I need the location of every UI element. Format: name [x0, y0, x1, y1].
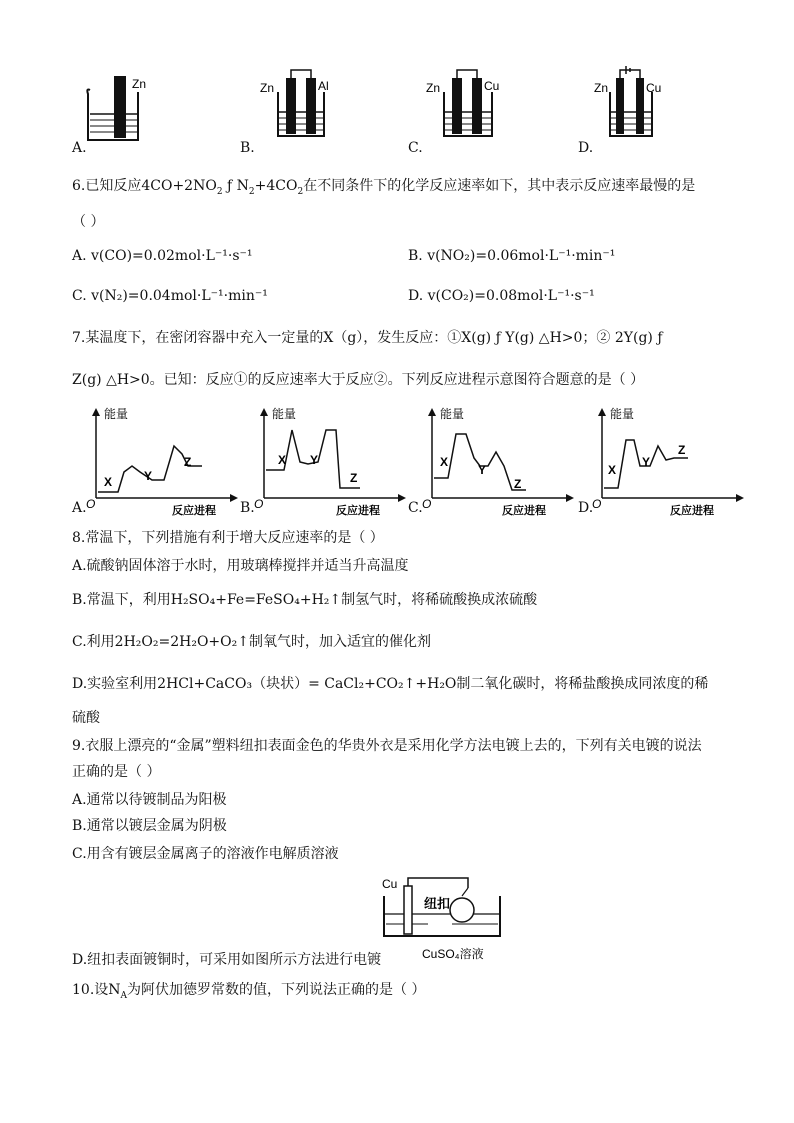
q5-option-c-letter: C. — [408, 140, 423, 156]
q7-option-b-letter: B. — [240, 500, 255, 516]
energy-graph-c — [408, 404, 578, 516]
q6-stem: 6.已知反应$4CO+2NO_2$ ƒ $N_2+4CO_2$在不同条件下的化学反应速率如下，其中表示反应速率最慢的是 — [72, 178, 696, 197]
q9-option-b: B.通常以镀层金属为阴极 — [72, 818, 227, 834]
energy-graph-a — [72, 404, 242, 516]
svg-text:反应进程: 反应进程 — [670, 505, 714, 516]
q9-option-c: C.用含有镀层金属离子的溶液作电解质溶液 — [72, 846, 339, 862]
svg-text:反应进程: 反应进程 — [172, 505, 216, 516]
electrode-label: Cu — [484, 79, 500, 93]
beaker-figure-a — [72, 72, 172, 162]
q9-option-d: D.纽扣表面镀铜时，可采用如图所示方法进行电镀 — [72, 952, 382, 968]
svg-text:X: X — [104, 475, 113, 489]
svg-text:能量: 能量 — [272, 407, 297, 421]
svg-text:X: X — [608, 463, 617, 477]
button-label: 纽扣 — [424, 896, 451, 911]
svg-text:Y: Y — [478, 463, 487, 477]
cu-label: Cu — [382, 877, 398, 891]
svg-text:Z: Z — [514, 477, 522, 491]
beaker-figure-b — [250, 66, 350, 162]
q6-option-d: D. v(CO₂)=0.08mol·L⁻¹·s⁻¹ — [408, 288, 595, 304]
svg-text:X: X — [440, 455, 449, 469]
electrode-label: Zn — [132, 77, 147, 91]
q6-paren: （ ） — [72, 214, 105, 230]
svg-text:Y: Y — [310, 453, 319, 467]
q7-option-a-letter: A. — [72, 500, 87, 516]
q9-stem-line1: 9.衣服上漂亮的“金属”塑料纽扣表面金色的华贵外衣是采用化学方法电镀上去的，下列有关电镀的说法 — [72, 738, 702, 754]
svg-text:能量: 能量 — [104, 407, 129, 421]
q7-option-d-letter: D. — [578, 500, 594, 516]
svg-text:O: O — [592, 497, 602, 511]
q5-option-d-letter: D. — [578, 140, 594, 156]
q7-stem-line1: 7.某温度下，在密闭容器中充入一定量的X（g），发生反应：①X(g) ƒ Y(g) △H>0；② 2Y(g) ƒ — [72, 330, 663, 346]
q5-option-b-letter: B. — [240, 140, 255, 156]
svg-text:Z: Z — [350, 471, 358, 485]
solution-label: CuSO₄溶液 — [422, 947, 484, 961]
q9-option-a: A.通常以待镀制品为阳极 — [72, 792, 227, 808]
q8-stem: 8.常温下，下列措施有利于增大反应速率的是（ ） — [72, 530, 384, 546]
q7-stem-line2: Z(g) △H>0。已知：反应①的反应速率大于反应②。下列反应进程示意图符合题意的是（ ） — [72, 372, 645, 388]
svg-text:X: X — [278, 453, 287, 467]
svg-text:Y: Y — [144, 469, 153, 483]
q8-option-d-line1: D.实验室利用2HCl+CaCO₃（块状）= CaCl₂+CO₂↑+H₂O制二氧化碳时，将稀盐酸换成同浓度的稀 — [72, 676, 709, 692]
beaker-figure-c — [418, 66, 518, 162]
q9-stem-line2: 正确的是（ ） — [72, 764, 161, 780]
svg-text:Y: Y — [642, 455, 651, 469]
beaker-figure-d — [590, 66, 690, 162]
q8-option-b: B.常温下，利用H₂SO₄+Fe=FeSO₄+H₂↑制氢气时，将稀硫酸换成浓硫酸 — [72, 592, 538, 608]
q8-option-c: C.利用2H₂O₂=2H₂O+O₂↑制氧气时，加入适宜的催化剂 — [72, 634, 431, 650]
svg-text:反应进程: 反应进程 — [336, 505, 380, 516]
q6-option-a: A. v(CO)=0.02mol·L⁻¹·s⁻¹ — [72, 248, 253, 264]
electrode-label: Zn — [594, 81, 609, 95]
q5-option-a-letter: A. — [72, 140, 87, 156]
svg-text:O: O — [86, 497, 96, 511]
electrode-label: Cu — [646, 81, 662, 95]
svg-text:Z: Z — [678, 443, 686, 457]
svg-text:Z: Z — [184, 455, 192, 469]
q8-option-a: A.硫酸钠固体溶于水时，用玻璃棒搅拌并适当升高温度 — [72, 558, 409, 574]
svg-text:O: O — [422, 497, 432, 511]
electrode-label: Al — [318, 79, 329, 93]
electrode-label: Zn — [426, 81, 441, 95]
energy-graph-b — [240, 404, 410, 516]
svg-text:反应进程: 反应进程 — [502, 505, 546, 516]
q7-option-c-letter: C. — [408, 500, 423, 516]
q10-stem: 10.设$N_A$为阿伏加德罗常数的值，下列说法正确的是（ ） — [72, 982, 426, 1001]
svg-text:能量: 能量 — [610, 407, 635, 421]
electrode-label: Zn — [260, 81, 275, 95]
energy-graph-d — [578, 404, 748, 516]
svg-text:能量: 能量 — [440, 407, 465, 421]
svg-text:O: O — [254, 497, 264, 511]
q6-option-c: C. v(N₂)=0.04mol·L⁻¹·min⁻¹ — [72, 288, 268, 304]
q6-option-b: B. v(NO₂)=0.06mol·L⁻¹·min⁻¹ — [408, 248, 616, 264]
q8-option-d-line2: 硫酸 — [72, 710, 100, 726]
electroplating-figure — [378, 874, 508, 964]
